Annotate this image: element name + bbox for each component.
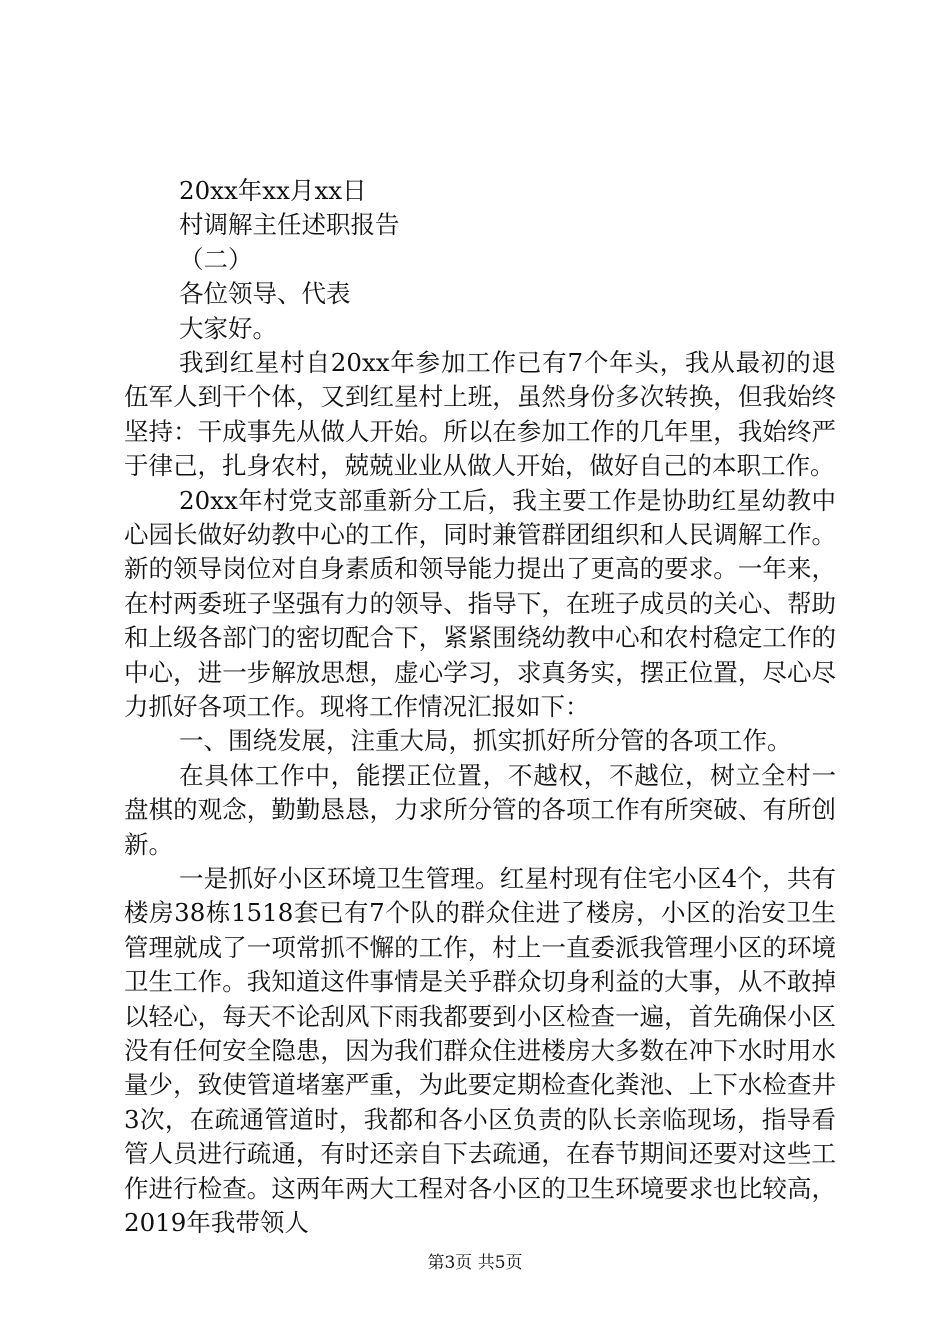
- paragraph-work: 在具体工作中，能摆正位置，不越权，不越位，树立全村一盘棋的观念，勤勤恳恳，力求所分管的各项工作有所突破、有所创新。: [124, 760, 836, 859]
- document-body: [124, 174, 836, 1241]
- salutation: 各位领导、代表: [179, 279, 351, 309]
- section-heading-1: 一、围绕发展，注重大局，抓实抓好所分管的各项工作。: [179, 726, 792, 756]
- greeting: 大家好。: [179, 313, 277, 343]
- date-line: 20xx年xx月xx日: [179, 176, 367, 205]
- paragraph-duties: 20xx年村党支部重新分工后，我主要工作是协助红星幼教中心园长做好幼教中心的工作，同时兼管群团组织和人民调解工作。新的领导岗位对自身素质和领导能力提出了更高的要求。一年来，在村两委班子坚强有力的领导、指导下，在班子成员的关心、帮助和上级各部门的密切配合下，紧紧围绕幼教中心和农村稳定工作的中心，进一步解放思想，虚心学习，求真务实，摆正位置，尽心尽力抓好各项工作。现将工作情况汇报如下：: [124, 485, 836, 722]
- paragraph-intro: 我到红星村自20xx年参加工作已有7个年头，我从最初的退伍军人到干个体，又到红星村上班，虽然身份多次转换，但我始终坚持：干成事先从做人开始。所以在参加工作的几年里，我始终严于律己，扎身农村，兢兢业业从做人开始，做好自己的本职工作。: [124, 347, 836, 481]
- report-title: 村调解主任述职报告: [179, 210, 400, 240]
- page-number: 第3页 共5页: [427, 1253, 523, 1273]
- section-part: （二）: [179, 244, 253, 274]
- paragraph-sanitation: 一是抓好小区环境卫生管理。红星村现有住宅小区4个，共有楼房38栋1518套已有7个队的群众住进了楼房，小区的治安卫生管理就成了一项常抓不懈的工作，村上一直委派我管理小区的环境卫生工作。我知道这件事情是关乎群众切身利益的大事，从不敢掉以轻心，每天不论刮风下雨我都要到小区检查一遍，首先确保小区没有任何安全隐患，因为我们群众住进楼房大多数在冲下水时用水量少，致使管道堵塞严重，为此要定期检查化粪池、上下水检查井3次，在疏通管道时，我都和各小区负责的队长亲临现场，指导看管人员进行疏通，有时还亲自下去疏通，在春节期间还要对这些工作进行检查。这两年两大工程对各小区的卫生环境要求也比较高，2019年我带领人: [124, 864, 836, 1238]
